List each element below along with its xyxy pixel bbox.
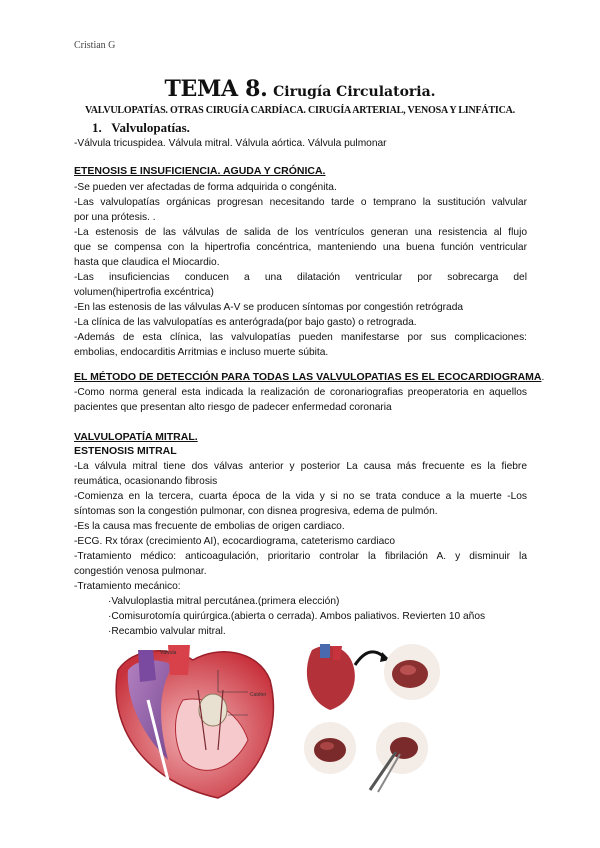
paragraph-line: -Comienza en la tercera, cuarta época de la vida y si no se trata conduce a la muerte -Los xyxy=(74,491,527,502)
valves-line: -Válvula tricuspidea. Válvula mitral. Válvula aórtica. Válvula pulmonar xyxy=(74,138,387,149)
title-main: TEMA 8. xyxy=(164,76,268,102)
paragraph-line: -Además de esta clínica, las valvulopatías pueden manifestarse por sus complicaciones: xyxy=(74,332,527,343)
arrow-icon xyxy=(355,652,385,665)
treatment-item: ·Valvuloplastia mitral percutánea.(primera elección) xyxy=(108,596,340,607)
treatment-item: ·Recambio valvular mitral. xyxy=(108,626,226,637)
paragraph-line: reumática, ocasionando fibrosis xyxy=(74,476,218,487)
heart-icon xyxy=(307,644,355,710)
treatment-item: ·Comisurotomía quirúrgica.(abierta o cerrada). Ambos paliativos. Revierten 10 años xyxy=(108,611,486,622)
section-number: 1. xyxy=(92,120,102,135)
heart-cross-section-illustration xyxy=(98,640,288,800)
paragraph-line: -La válvula mitral tiene dos válvas anterior y posterior La causa más frecuente es la fiebre xyxy=(74,461,527,472)
paragraph-line: -La clínica de las valvulopatías es anterógrada(por bajo gasto) o retrograda. xyxy=(74,317,417,328)
paragraph-line: -Las insuficiencias conducen a una dilatación ventricular por sobrecarga del xyxy=(74,272,527,283)
paragraph-line: por una prótesis. . xyxy=(74,212,156,223)
paragraph-line: que se compensa con la hipertrofia concéntrica, manteniendo una buena función ventricular xyxy=(74,242,527,253)
surgical-photos-illustration xyxy=(300,640,450,800)
paragraph-line: volumen(hipertrofia excéntrica) xyxy=(74,287,214,298)
section-title: Valvulopatías. xyxy=(111,120,190,135)
figure-label: Catéter xyxy=(250,692,267,698)
block2-heading xyxy=(74,370,545,385)
paragraph-line: -Como norma general esta indicada la realización de coronariografias preoperatoria en aquellos xyxy=(74,387,527,398)
paragraph-line: -Tratamiento médico: anticoagulación, prioritario controlar la fibrilación A. y disminuir la xyxy=(74,551,527,562)
page-subtitle: VALVULOPATÍAS. OTRAS CIRUGÍA CARDÍACA. CIRUGÍA ARTERIAL, VENOSA Y LINFÁTICA. xyxy=(85,105,515,116)
block1-heading: ETENOSIS E INSUFICIENCIA. AGUDA Y CRÓNICA. xyxy=(74,165,326,177)
paragraph-line: -Se pueden ver afectadas de forma adquirida o congénita. xyxy=(74,182,337,193)
block2-heading-end: . xyxy=(541,372,545,383)
paragraph-line: -Las valvulopatías orgánicas progresan necesitando tarde o temprano la sustitución valvular xyxy=(74,197,527,208)
author-name: Cristian G xyxy=(74,40,116,51)
block3-subheading: ESTENOSIS MITRAL xyxy=(74,445,177,457)
block2-heading-text: EL MÉTODO DE DETECCIÓN PARA TODAS LAS VALVULOPATIAS ES EL ECOCARDIOGRAMA xyxy=(74,371,542,383)
valve-photo xyxy=(314,738,346,762)
paragraph-line: congestión venosa pulmonar. xyxy=(74,566,207,577)
paragraph-line: -Tratamiento mecánico: xyxy=(74,581,181,592)
page-title xyxy=(0,76,600,102)
section-heading xyxy=(92,120,190,136)
paragraph-line: -La estenosis de las válvulas de salida de los ventrículos generan una resistencia al flujo xyxy=(74,227,527,238)
paragraph-line: -En las estenosis de las válvulas A-V se producen síntomas por congestión retrógrada xyxy=(74,302,464,313)
paragraph-line: pacientes que presentan alto riesgo de padecer enfermedad coronaria xyxy=(74,402,392,413)
title-sub: Cirugía Circulatoria. xyxy=(273,84,436,100)
figure-label: Válvula xyxy=(160,650,177,656)
paragraph-line: -ECG. Rx tórax (crecimiento AI), ecocardiograma, cateterismo cardiaco xyxy=(74,536,396,547)
paragraph-line: síntomas son la congestión pulmonar, con disnea progresiva, edema de pulmón. xyxy=(74,506,438,517)
paragraph-line: hasta que claudica el Miocardio. xyxy=(74,257,220,268)
paragraph-line: -Es la causa mas frecuente de embolias de origen cardiaco. xyxy=(74,521,345,532)
paragraph-line: embolias, endocarditis Arritmias e incluso muerte súbita. xyxy=(74,347,329,358)
block3-heading: VALVULOPATÍA MITRAL. xyxy=(74,431,198,443)
